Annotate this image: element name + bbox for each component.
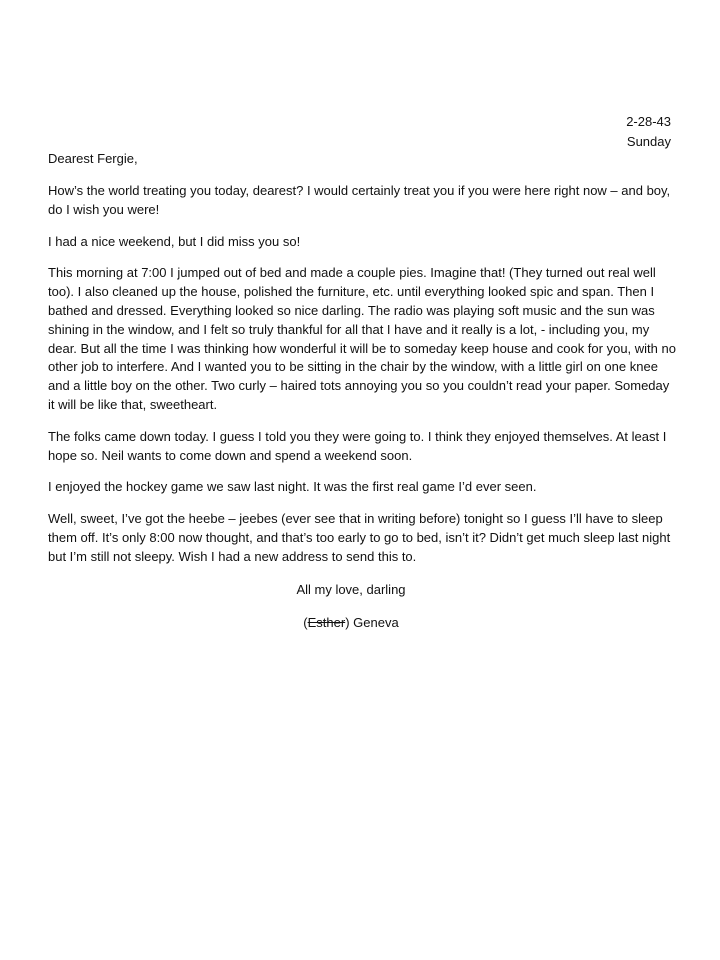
paragraph-5: I enjoyed the hockey game we saw last night. It was the first real game I’d ever seen. (48, 479, 537, 495)
struck-name: Esther (307, 614, 346, 630)
letter-day: Sunday (626, 134, 671, 149)
paragraph-1: How’s the world treating you today, dearest? I would certainly treat you if you were here right now – and boy, do I wish you were! (48, 183, 671, 217)
closing: All my love, darling (296, 581, 406, 597)
paragraph-6: Well, sweet, I’ve got the heebe – jeebes (ever see that in writing before) tonight so I guess I’ll have to sleep them off. It’s only 8:00 now thought, and that’s too early to go to bed, isn’t it? Didn’t get much sleep last night but I’m still not sleepy. Wish I had a new address to send this to. (48, 511, 671, 564)
signature-open-paren: ( (303, 614, 308, 630)
signature-name: Geneva (353, 614, 399, 630)
letter-date: 2-28-43 (626, 114, 671, 129)
paragraph-2: I had a nice weekend, but I did miss you so! (48, 233, 301, 249)
paragraph-3: This morning at 7:00 I jumped out of bed and made a couple pies. Imagine that! (They turned out real well too). I also cleaned up the house, polished the furniture, etc. until everything looked spic and span. Then I bathed and dressed. Everything looked so nice darling. The radio was playing soft music and the sun was shining in the window, and I felt so truly thankful for all that I have and it really is a lot, - including you, my dear. But all the time I was thinking how wonderful it will be to someday keep house and cook for you, with no other job to interfere. And I wanted you to be sitting in the chair by the window, with a little girl on one knee and a little boy on the other. Two curly – haired tots annoying you so you couldn’t read your paper. Someday it will be like that, sweetheart. (48, 265, 676, 412)
salutation: Dearest Fergie, (48, 151, 138, 166)
paragraph-4: The folks came down today. I guess I told you they were going to. I think they enjoyed themselves. At least I hope so. Neil wants to come down and spend a weekend soon. (48, 428, 667, 463)
letter-body (48, 149, 678, 633)
date-block (626, 112, 671, 152)
signature (48, 613, 678, 633)
signature-close-paren: ) (345, 614, 350, 630)
